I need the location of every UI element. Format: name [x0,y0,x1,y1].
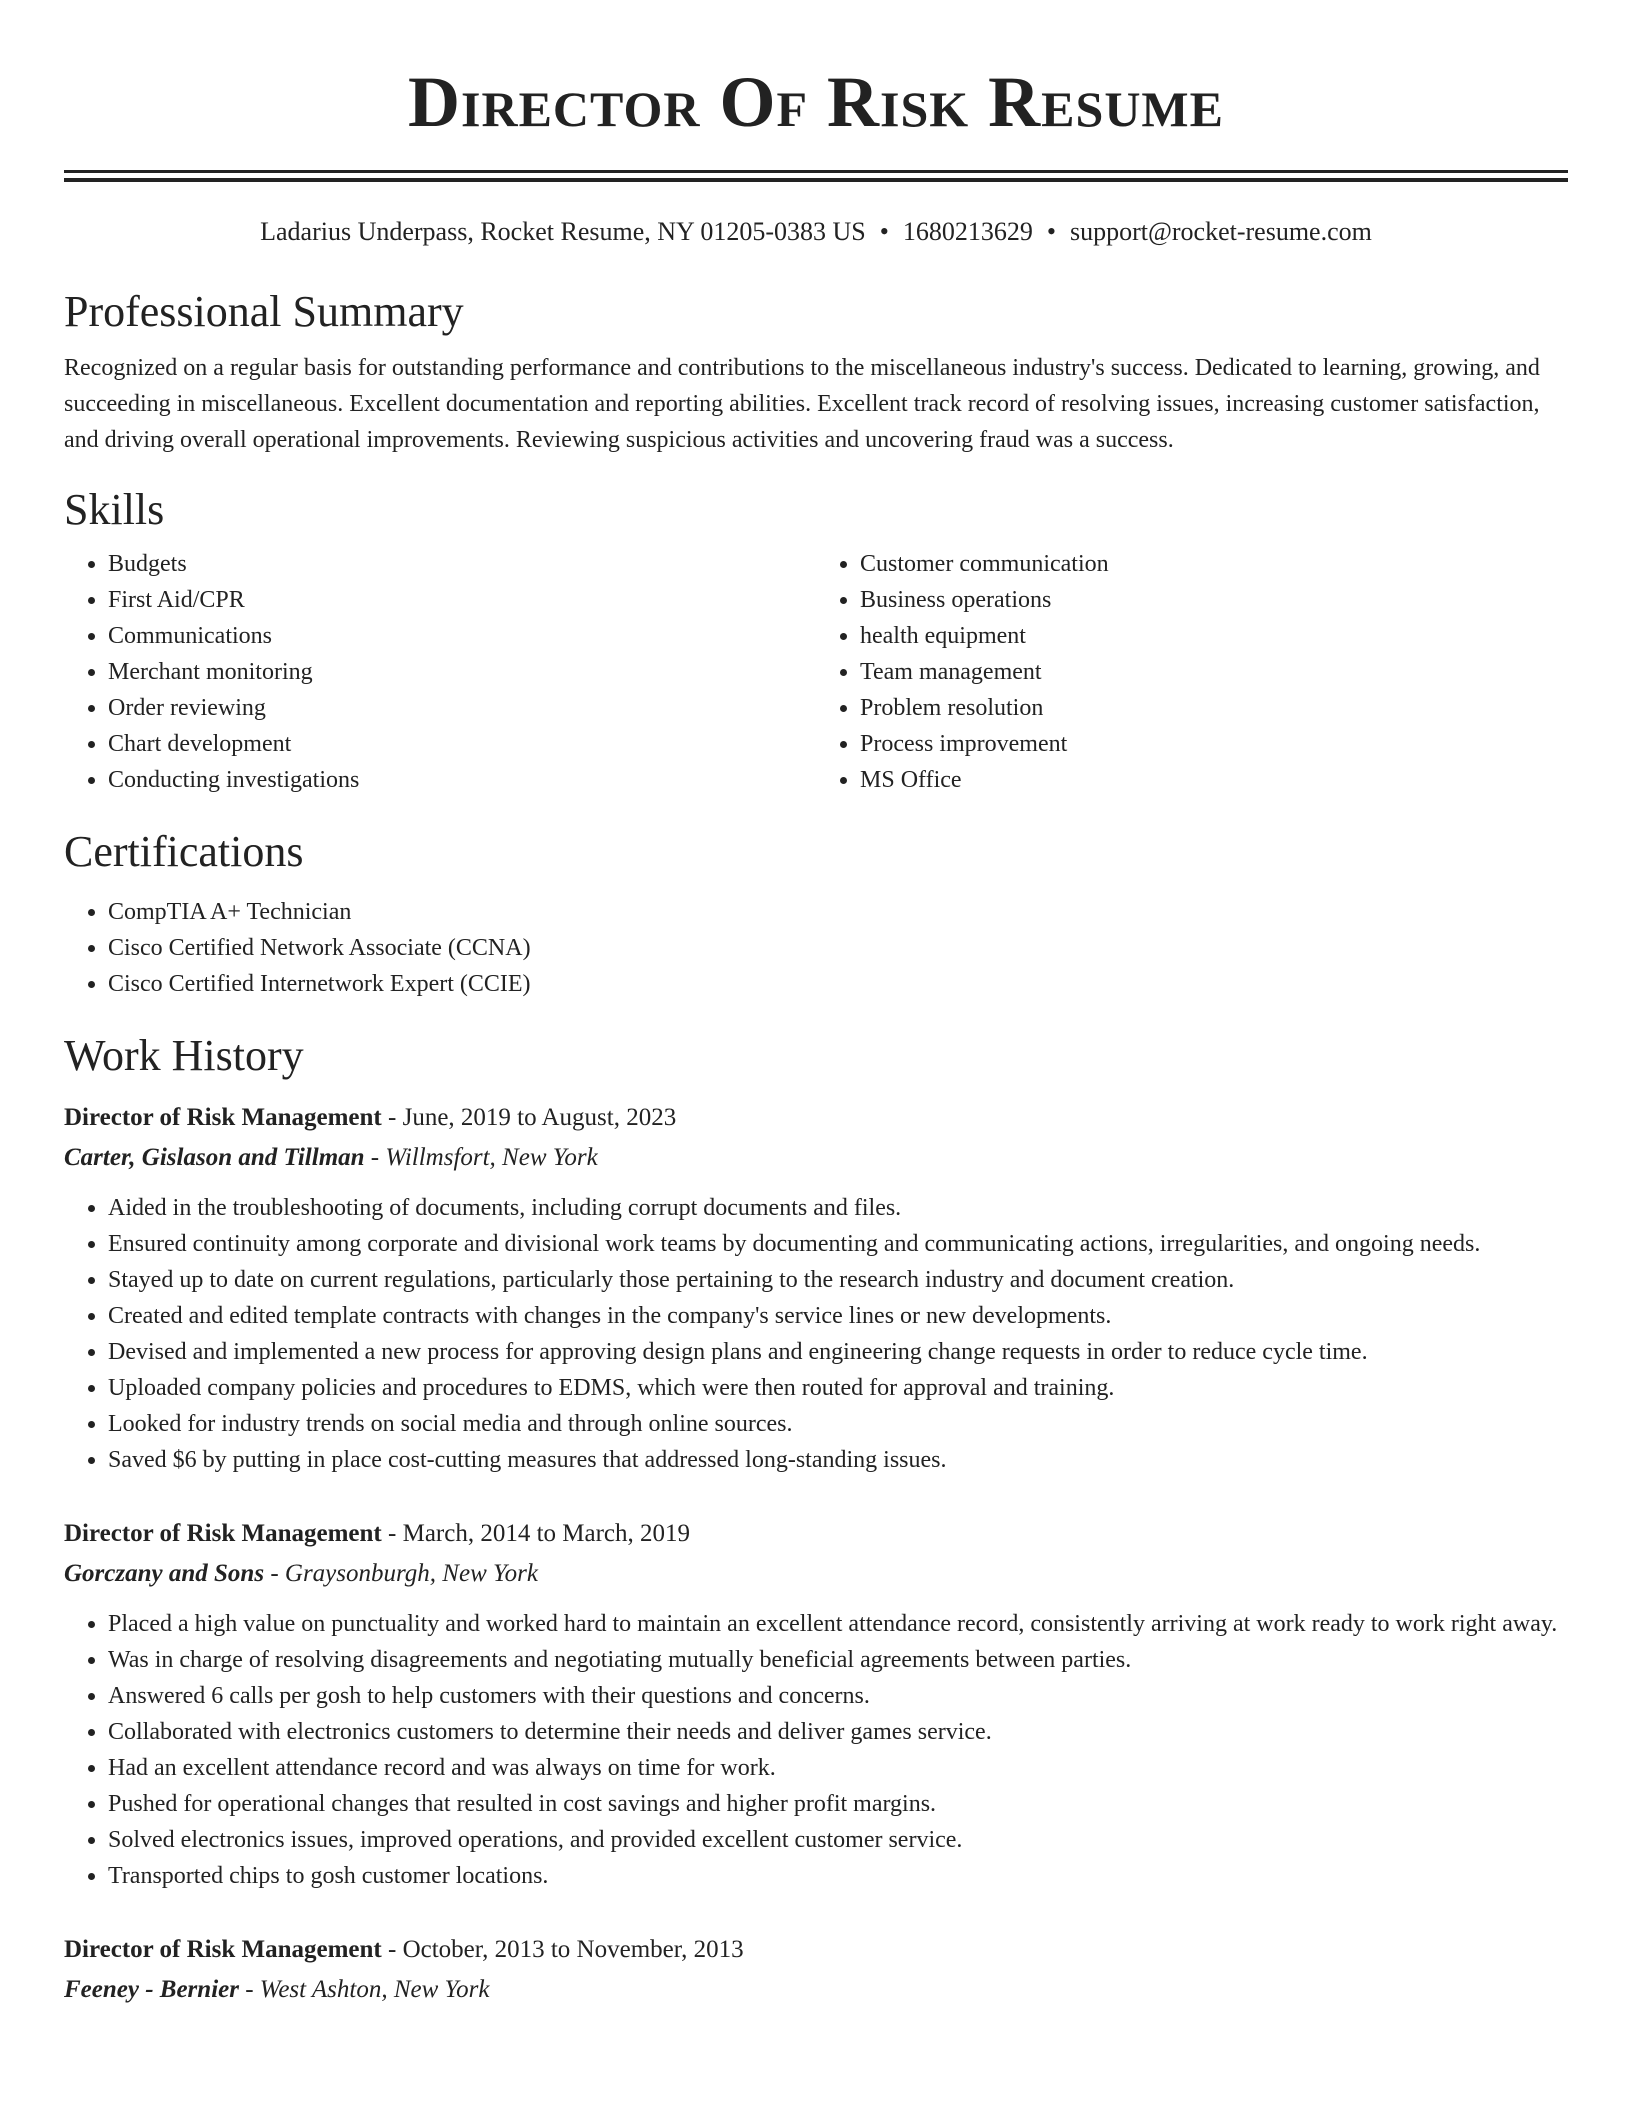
job-bullet: • Collaborated with electronics customers to determine their needs and deliver games service. [108,1714,1568,1750]
resume-title: Director Of Risk Resume [408,62,1224,142]
contact-separator: • [1046,217,1056,246]
job-bullet: • Uploaded company policies and procedures to EDMS, which were then routed for approval and training. [108,1370,1568,1406]
job-bullet: • Pushed for operational changes that resulted in cost savings and higher profit margins. [108,1786,1568,1822]
contact-email: support@rocket-resume.com [1069,217,1372,246]
skills-columns [64,546,1568,798]
skill-item: • Team management [860,654,1568,690]
job-bullet: • Placed a high value on punctuality and worked hard to maintain an excellent attendance record, consistently arriving at work ready to work right away. [108,1606,1568,1642]
job-entry [64,1098,1568,1478]
job-title: Director of Risk Management [64,1520,382,1547]
job-bullet: • Transported chips to gosh customer locations. [108,1858,1568,1894]
certification-item: • Cisco Certified Internetwork Expert (CCIE) [108,966,1568,1002]
job-company: Feeney - Bernier [64,1976,239,2003]
job-bullet: • Looked for industry trends on social media and through online sources. [108,1406,1568,1442]
work-history-list [64,1098,1568,2010]
job-dates: - October, 2013 to November, 2013 [388,1936,744,1963]
job-dates: - March, 2014 to March, 2019 [388,1520,691,1547]
job-header [64,1098,1568,1138]
job-bullet: • Aided in the troubleshooting of documents, including corrupt documents and files. [108,1190,1568,1226]
job-bullet: • Ensured continuity among corporate and divisional work teams by documenting and communicating actions, irregularities, and ongoing needs. [108,1226,1568,1262]
skills-heading: Skills [64,485,165,534]
job-bullet: • Created and edited template contracts with changes in the company's service lines or new developments. [108,1298,1568,1334]
skills-list-right [816,546,1568,798]
job-location: - West Ashton, New York [245,1976,490,2003]
job-bullet: • Had an excellent attendance record and was always on time for work. [108,1750,1568,1786]
contact-phone: 1680213629 [902,217,1033,246]
skill-item: • health equipment [860,618,1568,654]
skill-item: • Order reviewing [108,690,816,726]
job-title: Director of Risk Management [64,1936,382,1963]
job-bullets [64,1190,1568,1478]
job-company: Carter, Gislason and Tillman [64,1144,365,1171]
job-bullet: • Stayed up to date on current regulations, particularly those pertaining to the research industry and document creation. [108,1262,1568,1298]
job-company-line [64,1554,1568,1594]
job-company: Gorczany and Sons [64,1560,265,1587]
job-bullets [64,1606,1568,1894]
job-bullet: • Devised and implemented a new process for approving design plans and engineering change requests in order to reduce cycle time. [108,1334,1568,1370]
certifications-heading: Certifications [64,827,304,876]
job-bullet: • Saved $6 by putting in place cost-cutting measures that addressed long-standing issues. [108,1442,1568,1478]
skill-item: • Merchant monitoring [108,654,816,690]
job-bullet: • Was in charge of resolving disagreements and negotiating mutually beneficial agreements between parties. [108,1642,1568,1678]
skill-item: • Problem resolution [860,690,1568,726]
job-company-line [64,1970,1568,2010]
work-history-heading: Work History [64,1031,304,1080]
contact-address: Ladarius Underpass, Rocket Resume, NY 01205-0383 US [260,217,866,246]
job-bullet: • Solved electronics issues, improved operations, and provided excellent customer service. [108,1822,1568,1858]
job-location: - Willmsfort, New York [370,1144,598,1171]
certification-item: • CompTIA A+ Technician [108,894,1568,930]
job-dates: - June, 2019 to August, 2023 [388,1104,677,1131]
job-bullet: • Answered 6 calls per gosh to help customers with their questions and concerns. [108,1678,1568,1714]
contact-line [64,214,1568,250]
skill-item: • First Aid/CPR [108,582,816,618]
job-entry [64,1930,1568,2010]
skill-item: • Chart development [108,726,816,762]
title-divider [64,170,1568,182]
skill-item: • Communications [108,618,816,654]
summary-text: Recognized on a regular basis for outstanding performance and contributions to the miscellaneous industry's success. Dedicated to learning, growing, and succeeding in miscellaneous. Excellent documentation and reporting abilities. Excellent track record of resolving issues, increasing customer satisfaction, and driving overall operational improvements. Reviewing suspicious activities and uncovering fraud was a success. [64,355,1540,453]
certifications-list [64,894,1568,1002]
skill-item: • Business operations [860,582,1568,618]
skill-item: • MS Office [860,762,1568,798]
contact-separator: • [879,217,889,246]
skill-item: • Budgets [108,546,816,582]
job-header [64,1930,1568,1970]
job-title: Director of Risk Management [64,1104,382,1131]
skill-item: • Customer communication [860,546,1568,582]
skill-item: • Process improvement [860,726,1568,762]
job-location: - Graysonburgh, New York [270,1560,538,1587]
job-header [64,1514,1568,1554]
job-entry [64,1514,1568,1894]
skill-item: • Conducting investigations [108,762,816,798]
skills-list-left [64,546,816,798]
job-company-line [64,1138,1568,1178]
summary-heading: Professional Summary [64,287,464,336]
certification-item: • Cisco Certified Network Associate (CCNA) [108,930,1568,966]
